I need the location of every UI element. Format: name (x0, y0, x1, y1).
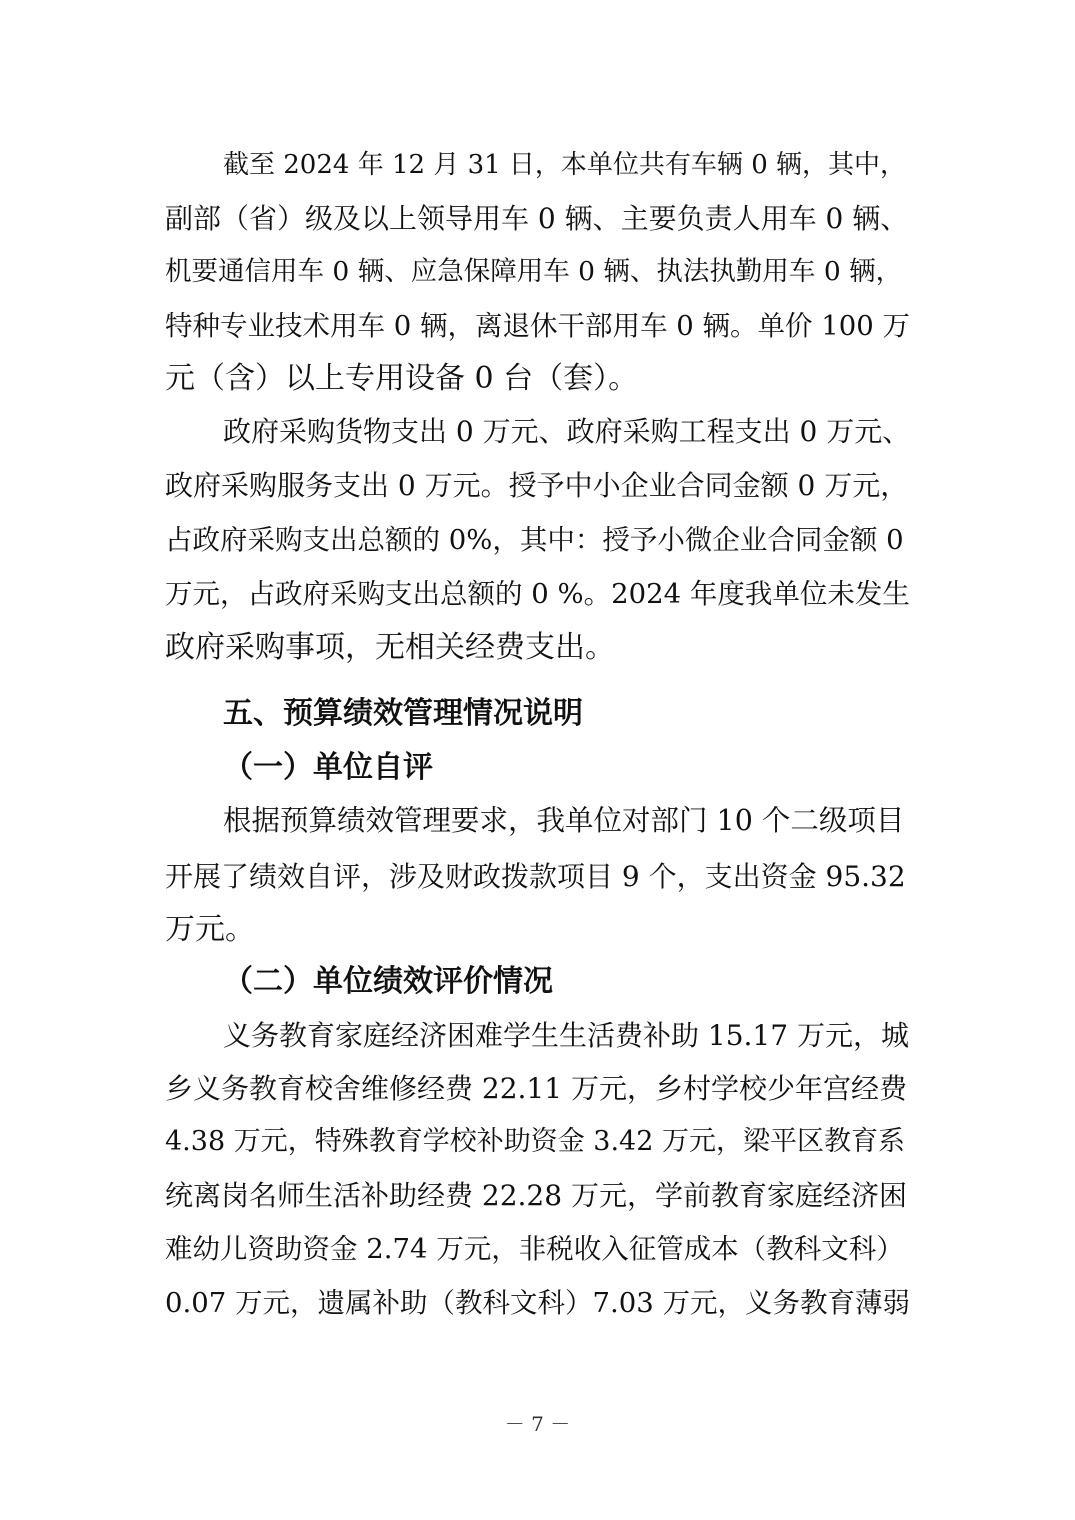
paragraph-line: 4.38 万元，特殊教育学校补助资金 3.42 万元，梁平区教育系 (165, 1126, 905, 1157)
paragraph-line: 万元，占政府采购支出总额的 0 %。2024 年度我单位未发生 (165, 578, 910, 610)
paragraph-line: 占政府采购支出总额的 0%，其中：授予小微企业合同金额 0 (165, 524, 904, 556)
section-heading: 五、预算绩效管理情况说明 (223, 696, 583, 731)
paragraph-line: 统离岗名师生活补助经费 22.28 万元，学前教育家庭经济困 (165, 1179, 907, 1212)
paragraph-line: 特种专业技术用车 0 辆，离退休干部用车 0 辆。单价 100 万 (165, 310, 910, 342)
paragraph-line: 义务教育家庭经济困难学生生活费补助 15.17 万元，城 (223, 1019, 909, 1052)
paragraph-line: 开展了绩效自评，涉及财政拨款项目 9 个，支出资金 95.32 (165, 860, 906, 893)
subsection-heading: （二）单位绩效评价情况 (223, 964, 553, 999)
paragraph-line: 难幼儿资助资金 2.74 万元，非税收入征管成本（教科文科） (165, 1233, 904, 1265)
paragraph-line: 元（含）以上专用设备 0 台（套）。 (165, 361, 639, 396)
paragraph-line: 政府采购事项，无相关经费支出。 (165, 630, 615, 665)
paragraph-line: 0.07 万元，遗属补助（教科文科）7.03 万元，义务教育薄弱 (165, 1287, 910, 1319)
paragraph-line: 根据预算绩效管理要求，我单位对部门 10 个二级项目 (223, 804, 905, 837)
subsection-heading: （一）单位自评 (223, 750, 433, 785)
page-number: － 7 － (504, 1412, 571, 1436)
paragraph-line: 副部（省）级及以上领导用车 0 辆、主要负责人用车 0 辆、 (165, 202, 909, 235)
paragraph-line: 截至 2024 年 12 月 31 日，本单位共有车辆 0 辆，其中， (223, 150, 906, 180)
paragraph-line: 机要通信用车 0 辆、应急保障用车 0 辆、执法执勤用车 0 辆， (165, 256, 903, 287)
paragraph-line: 政府采购货物支出 0 万元、政府采购工程支出 0 万元、 (223, 415, 911, 448)
paragraph-line: 乡义务教育校舍维修经费 22.11 万元，乡村学校少年宫经费 (165, 1072, 907, 1105)
paragraph-line: 政府采购服务支出 0 万元。授予中小企业合同金额 0 万元， (165, 469, 909, 502)
paragraph-line: 万元。 (165, 912, 255, 947)
